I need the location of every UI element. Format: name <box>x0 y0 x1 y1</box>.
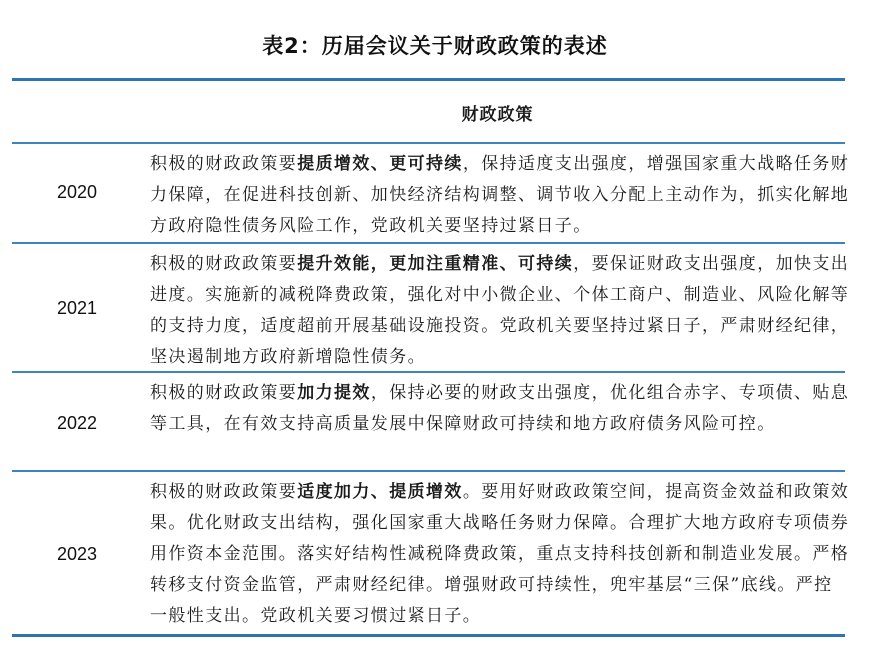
year-cell: 2020 <box>56 182 98 202</box>
table-row <box>12 244 850 370</box>
policy-lead: 积极的财政政策要 <box>150 383 298 403</box>
policy-emphasis: 提质增效、更可持续 <box>297 154 463 174</box>
policy-text-cell <box>150 149 850 242</box>
year-cell: 2021 <box>56 298 98 318</box>
policy-rest: 。要用好财政政策空间，提高资金效益和政策效果。优化财政支出结构，强化国家重大战略任务财力保障。合理扩大地方政府专项债券用作资本金范围。落实好结构性减税降费政策，重点支持科技创新和制造业发展。严格转移支付资金监管，严肃财经纪律。增强财政可持续性，兜牢基层“三保”底线。严控一般性支出。党政机关要习惯过紧日子。 <box>150 482 850 626</box>
top-rule <box>12 78 845 81</box>
policy-text-cell <box>150 477 850 632</box>
policy-lead: 积极的财政政策要 <box>150 482 298 502</box>
table-row <box>12 144 850 242</box>
policy-text-cell <box>150 249 850 373</box>
policy-emphasis: 加力提效 <box>297 383 371 403</box>
policy-rest: ，保持必要的财政支出强度，优化组合赤字、专项债、贴息等工具，在有效支持高质量发展中保障财政可持续和地方政府债务风险可控。 <box>150 383 850 434</box>
table-title: 表2：历届会议关于财政政策的表述 <box>262 34 608 58</box>
table-row <box>12 472 850 634</box>
policy-rest: ，保持适度支出强度，增强国家重大战略任务财力保障，在促进科技创新、加快经济结构调整、调节收入分配上主动作为，抓实化解地方政府隐性债务风险工作，党政机关要坚持过紧日子。 <box>150 154 850 236</box>
policy-lead: 积极的财政政策要 <box>150 154 298 174</box>
year-cell: 2023 <box>56 544 98 564</box>
table-row <box>12 373 850 471</box>
year-cell: 2022 <box>56 413 98 433</box>
policy-lead: 积极的财政政策要 <box>150 254 298 274</box>
policy-text-cell <box>150 378 850 440</box>
column-header-fiscal-policy: 财政政策 <box>461 105 534 125</box>
policy-emphasis: 适度加力、提质增效 <box>297 482 463 502</box>
policy-emphasis: 提升效能，更加注重精准、可持续 <box>297 254 574 274</box>
bottom-rule <box>12 634 845 637</box>
policy-rest: ，要保证财政支出强度，加快支出进度。实施新的减税降费政策，强化对中小微企业、个体工商户、制造业、风险化解等的支持力度，适度超前开展基础设施投资。党政机关要坚持过紧日子，严肃财经纪律，坚决遏制地方政府新增隐性债务。 <box>150 254 850 367</box>
